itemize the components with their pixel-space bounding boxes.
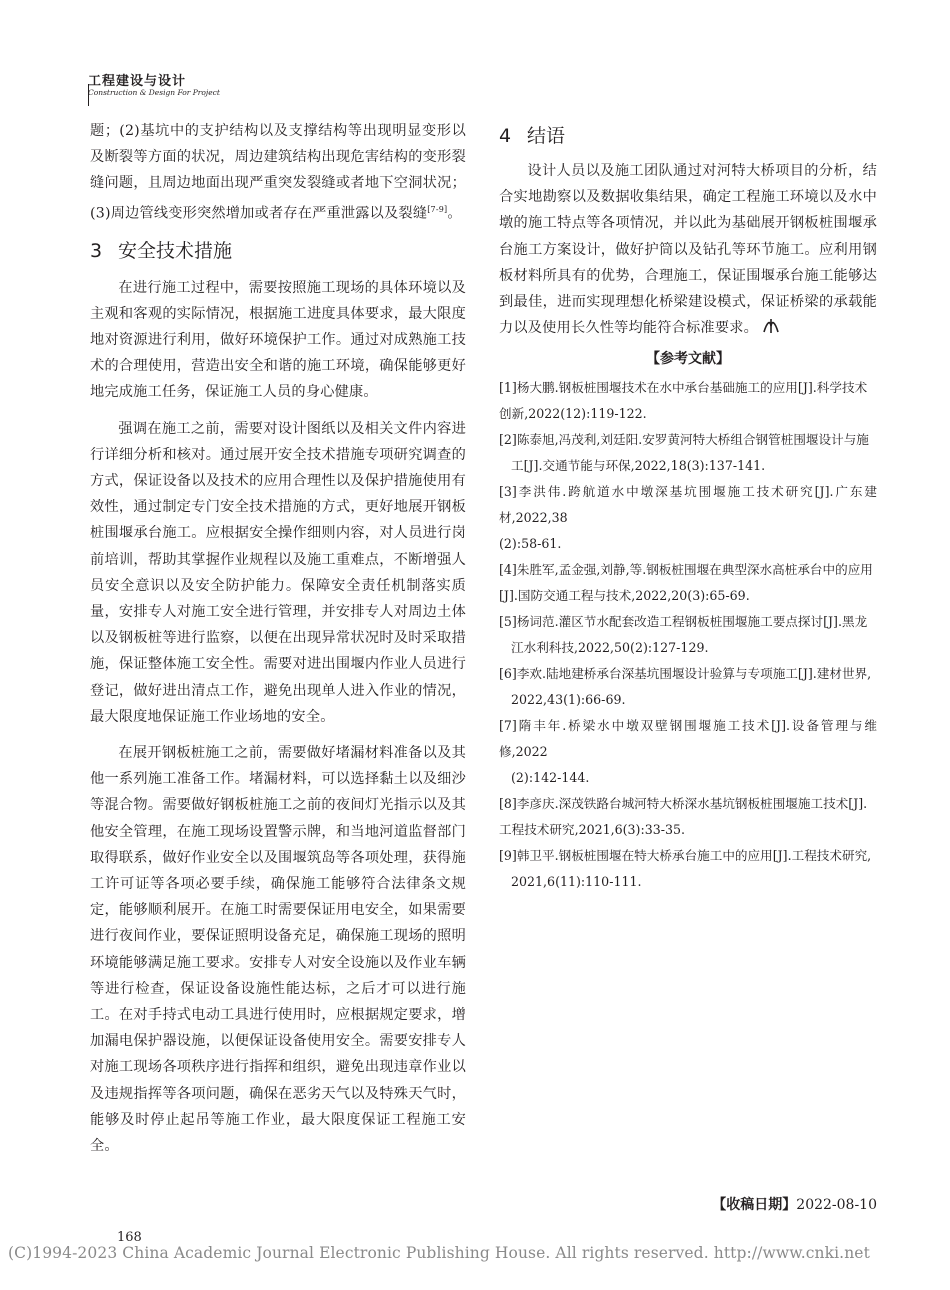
reference-item: [2]陈泰旭,冯茂利,刘廷阳.安罗黄河特大桥组合钢管桩围堰设计与施 工[J].交通节能与环保,2022,18(3):137-141. xyxy=(499,432,869,474)
section-3-para-3: 在展开钢板桩施工之前，需要做好堵漏材料准备以及其他一系列施工准备工作。堵漏材料，可以选择黏土以及细沙等混合物。需要做好钢板桩施工之前的夜间灯光指示以及其他安全管理，在施工现场设置警示牌，和当地河道监督部门取得联系，做好作业安全以及围堰筑岛等各项处理，获得施工许可证等各项必要手续，确保施工能够符合法律条文规定，能够顺利展开。在施工时需要保证用电安全，如果需要进行夜间作业，要保证照明设备充足，确保施工现场的照明环境能够满足施工要求。安排专人对安全设施以及作业车辆等进行检查，保证设备设施性能达标，之后才可以进行施工。在对手持式电动工具进行使用时，应根据规定要求，增加漏电保护器设施，以便保证设备使用安全。需要安排专人对施工现场各项秩序进行指挥和组织，避免出现违章作业以及违规指挥等各项问题，确保在恶劣天气以及特殊天气时，能够及时停止起吊等施工作业，最大限度保证工程施工安全。 xyxy=(90,745,466,1155)
page-number: 168 xyxy=(117,1230,142,1245)
conclusion-paragraph: 设计人员以及施工团队通过对河特大桥项目的分析，结合实地勘察以及数据收集结果，确定工程施工环境以及水中墩的施工特点等各项情况，并以此为基础展开钢板桩围堰承台施工方案设计，做好护筒以及钻孔等环节施工。应利用钢板材料所具有的优势，合理施工，保证围堰承台施工能够达到最佳，进而实现理想化桥梁建设模式，保证桥梁的承载能力以及使用长久性等均能符合标准要求。 xyxy=(499,163,877,337)
reference-item: [9]韩卫平.钢板桩围堰在特大桥承台施工中的应用[J].工程技术研究, 2021,6(11):110-111. xyxy=(499,848,872,890)
reference-item: [5]杨词范.灌区节水配套改造工程钢板桩围堰施工要点探讨[J].黑龙 江水利科技,2022,50(2):127-129. xyxy=(499,614,868,656)
references-list xyxy=(499,375,877,895)
references-title: 【参考文献】 xyxy=(646,351,730,368)
section-4-heading: 4 结语 xyxy=(499,125,566,147)
section-3-para-1: 在进行施工过程中，需要按照施工现场的具体环境以及主观和客观的实际情况，根据施工进度具体要求，最大限度地对资源进行利用，做好环境保护工作。通过对成熟施工技术的合理使用，营造出安全和谐的施工环境，确保能够更好地完成施工任务，保证施工人员的身心健康。 xyxy=(90,279,466,401)
end-mark-icon xyxy=(762,318,780,334)
section-3-heading: 3 安全技术措施 xyxy=(90,239,233,262)
section-3-para-2: 强调在施工之前，需要对设计图纸以及相关文件内容进行详细分析和核对。通过展开安全技术措施专项研究调查的方式，保证设备以及技术的应用合理性以及保护措施使用有效性，通过制定专门安全技术措施的方式，更好地展开钢板桩围堰承台施工。应根据安全操作细则内容，对人员进行岗前培训，帮助其掌握作业规程以及施工重难点，不断增强人员安全意识以及安全防护能力。保障安全责任机制落实质量，安排专人对施工安全进行管理，并安排专人对周边土体以及钢板桩等进行监察，以便在出现异常状况时及时采取措施，保证整体施工安全性。需要对进出围堰内作业人员进行登记，做好进出清点工作，避免出现单人进入作业的情况，最大限度地保证施工作业场地的安全。 xyxy=(90,420,466,725)
reference-item: [7]隋丰年.桥梁水中墩双壁钢围堰施工技术[J].设备管理与维修,2022 (2):142-144. xyxy=(499,718,877,786)
reference-item: [3]李洪伟.跨航道水中墩深基坑围堰施工技术研究[J].广东建材,2022,38 (2):58-61. xyxy=(499,484,877,552)
copyright-footer: (C)1994-2023 China Academic Journal Electronic Publishing House. All rights reserved. http://www.cnki.net xyxy=(8,1244,870,1262)
citation: [7-9] xyxy=(427,204,448,214)
journal-title-en: Construction & Design For Project xyxy=(88,88,220,97)
reference-item: [1]杨大鹏.钢板桩围堰技术在水中承台基础施工的应用[J].科学技术 创新,2022(12):119-122. xyxy=(499,380,868,422)
reference-item: [8]李彦庆.深茂铁路台城河特大桥深水基坑钢板桩围堰施工技术[J]. 工程技术研究,2021,6(3):33-35. xyxy=(499,796,868,838)
reference-item: [6]李欢.陆地建桥承台深基坑围堰设计验算与专项施工[J].建材世界, 2022,43(1):66-69. xyxy=(499,666,872,708)
received-date: 【收稿日期】2022-08-10 xyxy=(712,1197,877,1213)
right-column xyxy=(499,118,877,895)
intro-paragraph: 题；(2)基坑中的支护结构以及支撑结构等出现明显变形以及断裂等方面的状况，周边建筑结构出现危害结构的变形裂缝问题，且周边地面出现严重突发裂缝或者地下空洞状况；(3)周边管线变形突然增加或者存在严重泄露以及裂缝[7-9]。 xyxy=(90,123,466,222)
journal-title-cn: 工程建设与设计 xyxy=(88,74,187,89)
left-column xyxy=(90,118,466,1159)
reference-item: [4]朱胜军,孟金强,刘静,等.钢板桩围堰在典型深水高桩承台中的应用 [J].国防交通工程与技术,2022,20(3):65-69. xyxy=(499,562,873,604)
